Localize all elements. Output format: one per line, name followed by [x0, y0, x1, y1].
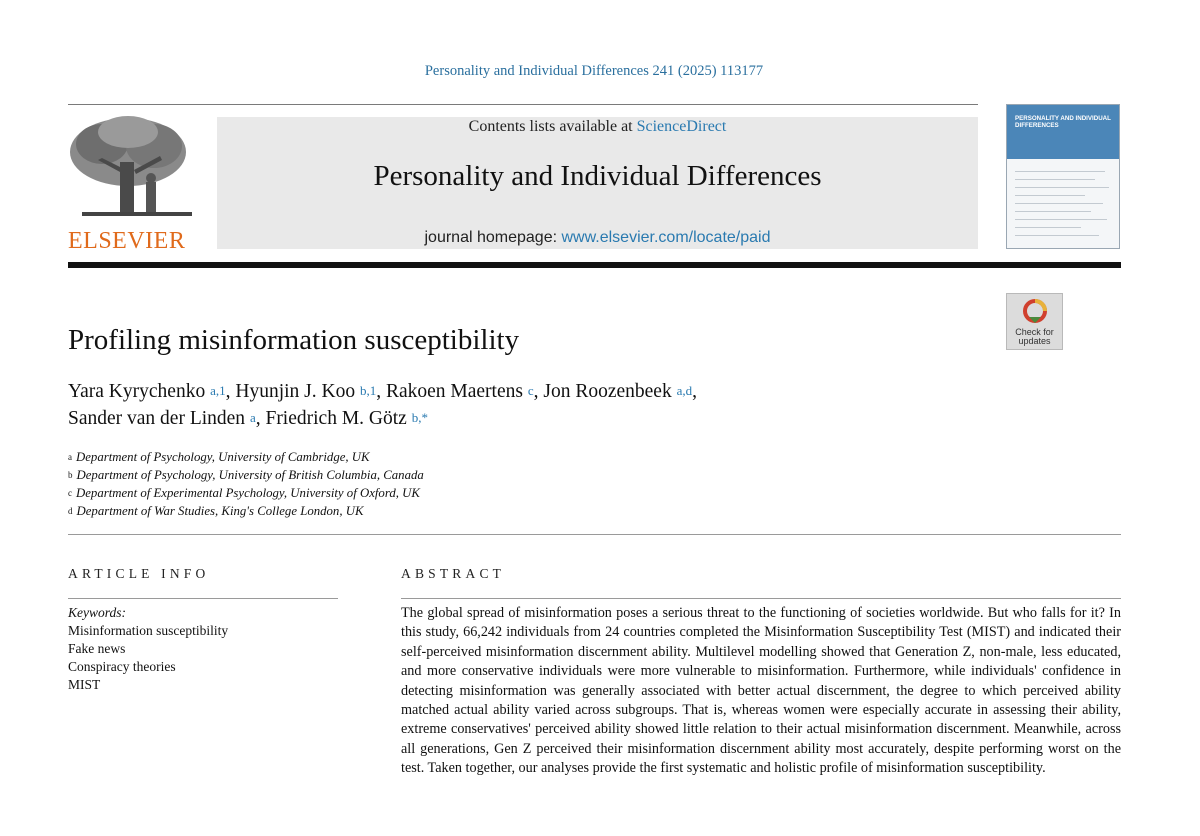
check-updates-line1: Check for	[1015, 327, 1054, 337]
abstract-heading: ABSTRACT	[401, 566, 506, 581]
check-for-updates-button[interactable]	[1006, 293, 1063, 350]
section-divider	[68, 534, 1121, 535]
article-title: Profiling misinformation susceptibility	[68, 324, 520, 356]
cover-line	[1015, 195, 1085, 196]
publisher-wordmark: ELSEVIER	[68, 228, 186, 254]
cover-title: PERSONALITY AND INDIVIDUAL DIFFERENCES	[1015, 115, 1111, 129]
affiliation-label: a	[68, 452, 72, 462]
cover-line	[1015, 219, 1107, 220]
cover-line	[1015, 211, 1091, 212]
header-divider	[68, 104, 978, 105]
author-sup[interactable]: b,1	[359, 383, 377, 398]
keywords-block	[68, 604, 228, 694]
author-sup[interactable]: b,*	[411, 410, 428, 425]
keywords-label: Keywords:	[68, 605, 126, 620]
contents-line	[217, 118, 978, 136]
homepage-link[interactable]: www.elsevier.com/locate/paid	[561, 229, 771, 246]
author-name[interactable]: Yara Kyrychenko	[68, 381, 206, 402]
cover-line	[1015, 179, 1095, 180]
check-updates-label	[1007, 328, 1062, 346]
check-updates-line2: updates	[1018, 336, 1051, 346]
cover-line	[1015, 227, 1081, 228]
sciencedirect-link[interactable]: ScienceDirect	[636, 118, 727, 135]
affiliation-label: d	[68, 506, 73, 516]
cover-header	[1007, 105, 1119, 159]
author-list: Yara Kyrychenko $^{a,1}$, Hyunjin J. Koo $^{b,1}$, Rakoen Maertens $^c$, Jon Roozenbeek $^{a,d}$, Sander van der Linden $^a$, Friedrich M. Götz $^{b,*}$	[68, 381, 697, 429]
keyword-item: Fake news	[68, 641, 126, 656]
journal-title: Personality and Individual Differences	[373, 160, 822, 192]
author-name[interactable]: Sander van der Linden	[68, 408, 246, 429]
author-sup[interactable]: c	[527, 383, 534, 398]
keyword-item: MIST	[68, 677, 101, 692]
journal-cover-thumbnail[interactable]	[1006, 104, 1120, 249]
keyword-item: Conspiracy theories	[68, 659, 176, 674]
homepage-line	[217, 229, 978, 247]
header-thick-divider	[68, 262, 1121, 268]
affiliation-text: Department of War Studies, King's College London, UK	[76, 504, 364, 518]
affiliation-item	[68, 484, 424, 502]
article-info-heading: ARTICLE INFO	[68, 566, 210, 581]
cover-line	[1015, 171, 1105, 172]
cover-line	[1015, 187, 1109, 188]
author-sup[interactable]: a,1	[210, 383, 226, 398]
author-name[interactable]: Jon Roozenbeek	[543, 381, 672, 402]
keyword-item: Misinformation susceptibility	[68, 623, 229, 638]
author-sup[interactable]: a,d	[676, 383, 693, 398]
affiliation-item	[68, 502, 424, 520]
homepage-prefix: journal homepage:	[424, 229, 558, 246]
affiliation-label: c	[68, 488, 72, 498]
article-info-divider	[68, 598, 338, 599]
affiliation-item	[68, 448, 424, 466]
author-name[interactable]: Friedrich M. Götz	[265, 408, 407, 429]
affiliation-text: Department of Psychology, University of Cambridge, UK	[76, 450, 370, 464]
abstract-divider	[401, 598, 1121, 599]
abstract-text: The global spread of misinformation poses a serious threat to the functioning of societies worldwide. But who falls for it? In this study, 66,242 individuals from 24 countries completed the Misinformation Susceptibility Test (MIST) and indicated their self-perceived misinformation discernment ability. Multilevel modelling showed that Generation Z, non-male, less educated, and more conservative individuals were more vulnerable to misinformation. Furthermore, while individuals' confidence in detecting misinformation was generally associated with better actual discernment, the degree to which perceived ability matched actual ability varied across subgroups. That is, whereas women were especially accurate in assessing their ability, extreme conservatives' perceived ability showed little relation to their actual misinformation discernment. Meanwhile, across all generations, Gen Z perceived their misinformation discernment ability most accurately, despite performing worst on the test. Taken together, our analyses provide the first systematic and holistic profile of misinformation susceptibility.	[401, 605, 1121, 777]
author-name[interactable]: Hyunjin J. Koo	[235, 381, 356, 402]
affiliation-item	[68, 466, 424, 484]
affiliation-text: Department of Psychology, University of British Columbia, Canada	[76, 468, 424, 482]
author-name[interactable]: Rakoen Maertens	[385, 381, 523, 402]
affiliation-label: b	[68, 470, 73, 480]
contents-prefix: Contents lists available at	[468, 118, 633, 135]
affiliation-text: Department of Experimental Psychology, University of Oxford, UK	[76, 486, 420, 500]
affiliation-list	[68, 448, 424, 520]
author-sup[interactable]: a	[249, 410, 256, 425]
cover-line	[1015, 203, 1103, 204]
cover-line	[1015, 235, 1099, 236]
check-updates-icon	[1023, 299, 1047, 325]
journal-citation: Personality and Individual Differences 241 (2025) 113177	[424, 63, 764, 79]
